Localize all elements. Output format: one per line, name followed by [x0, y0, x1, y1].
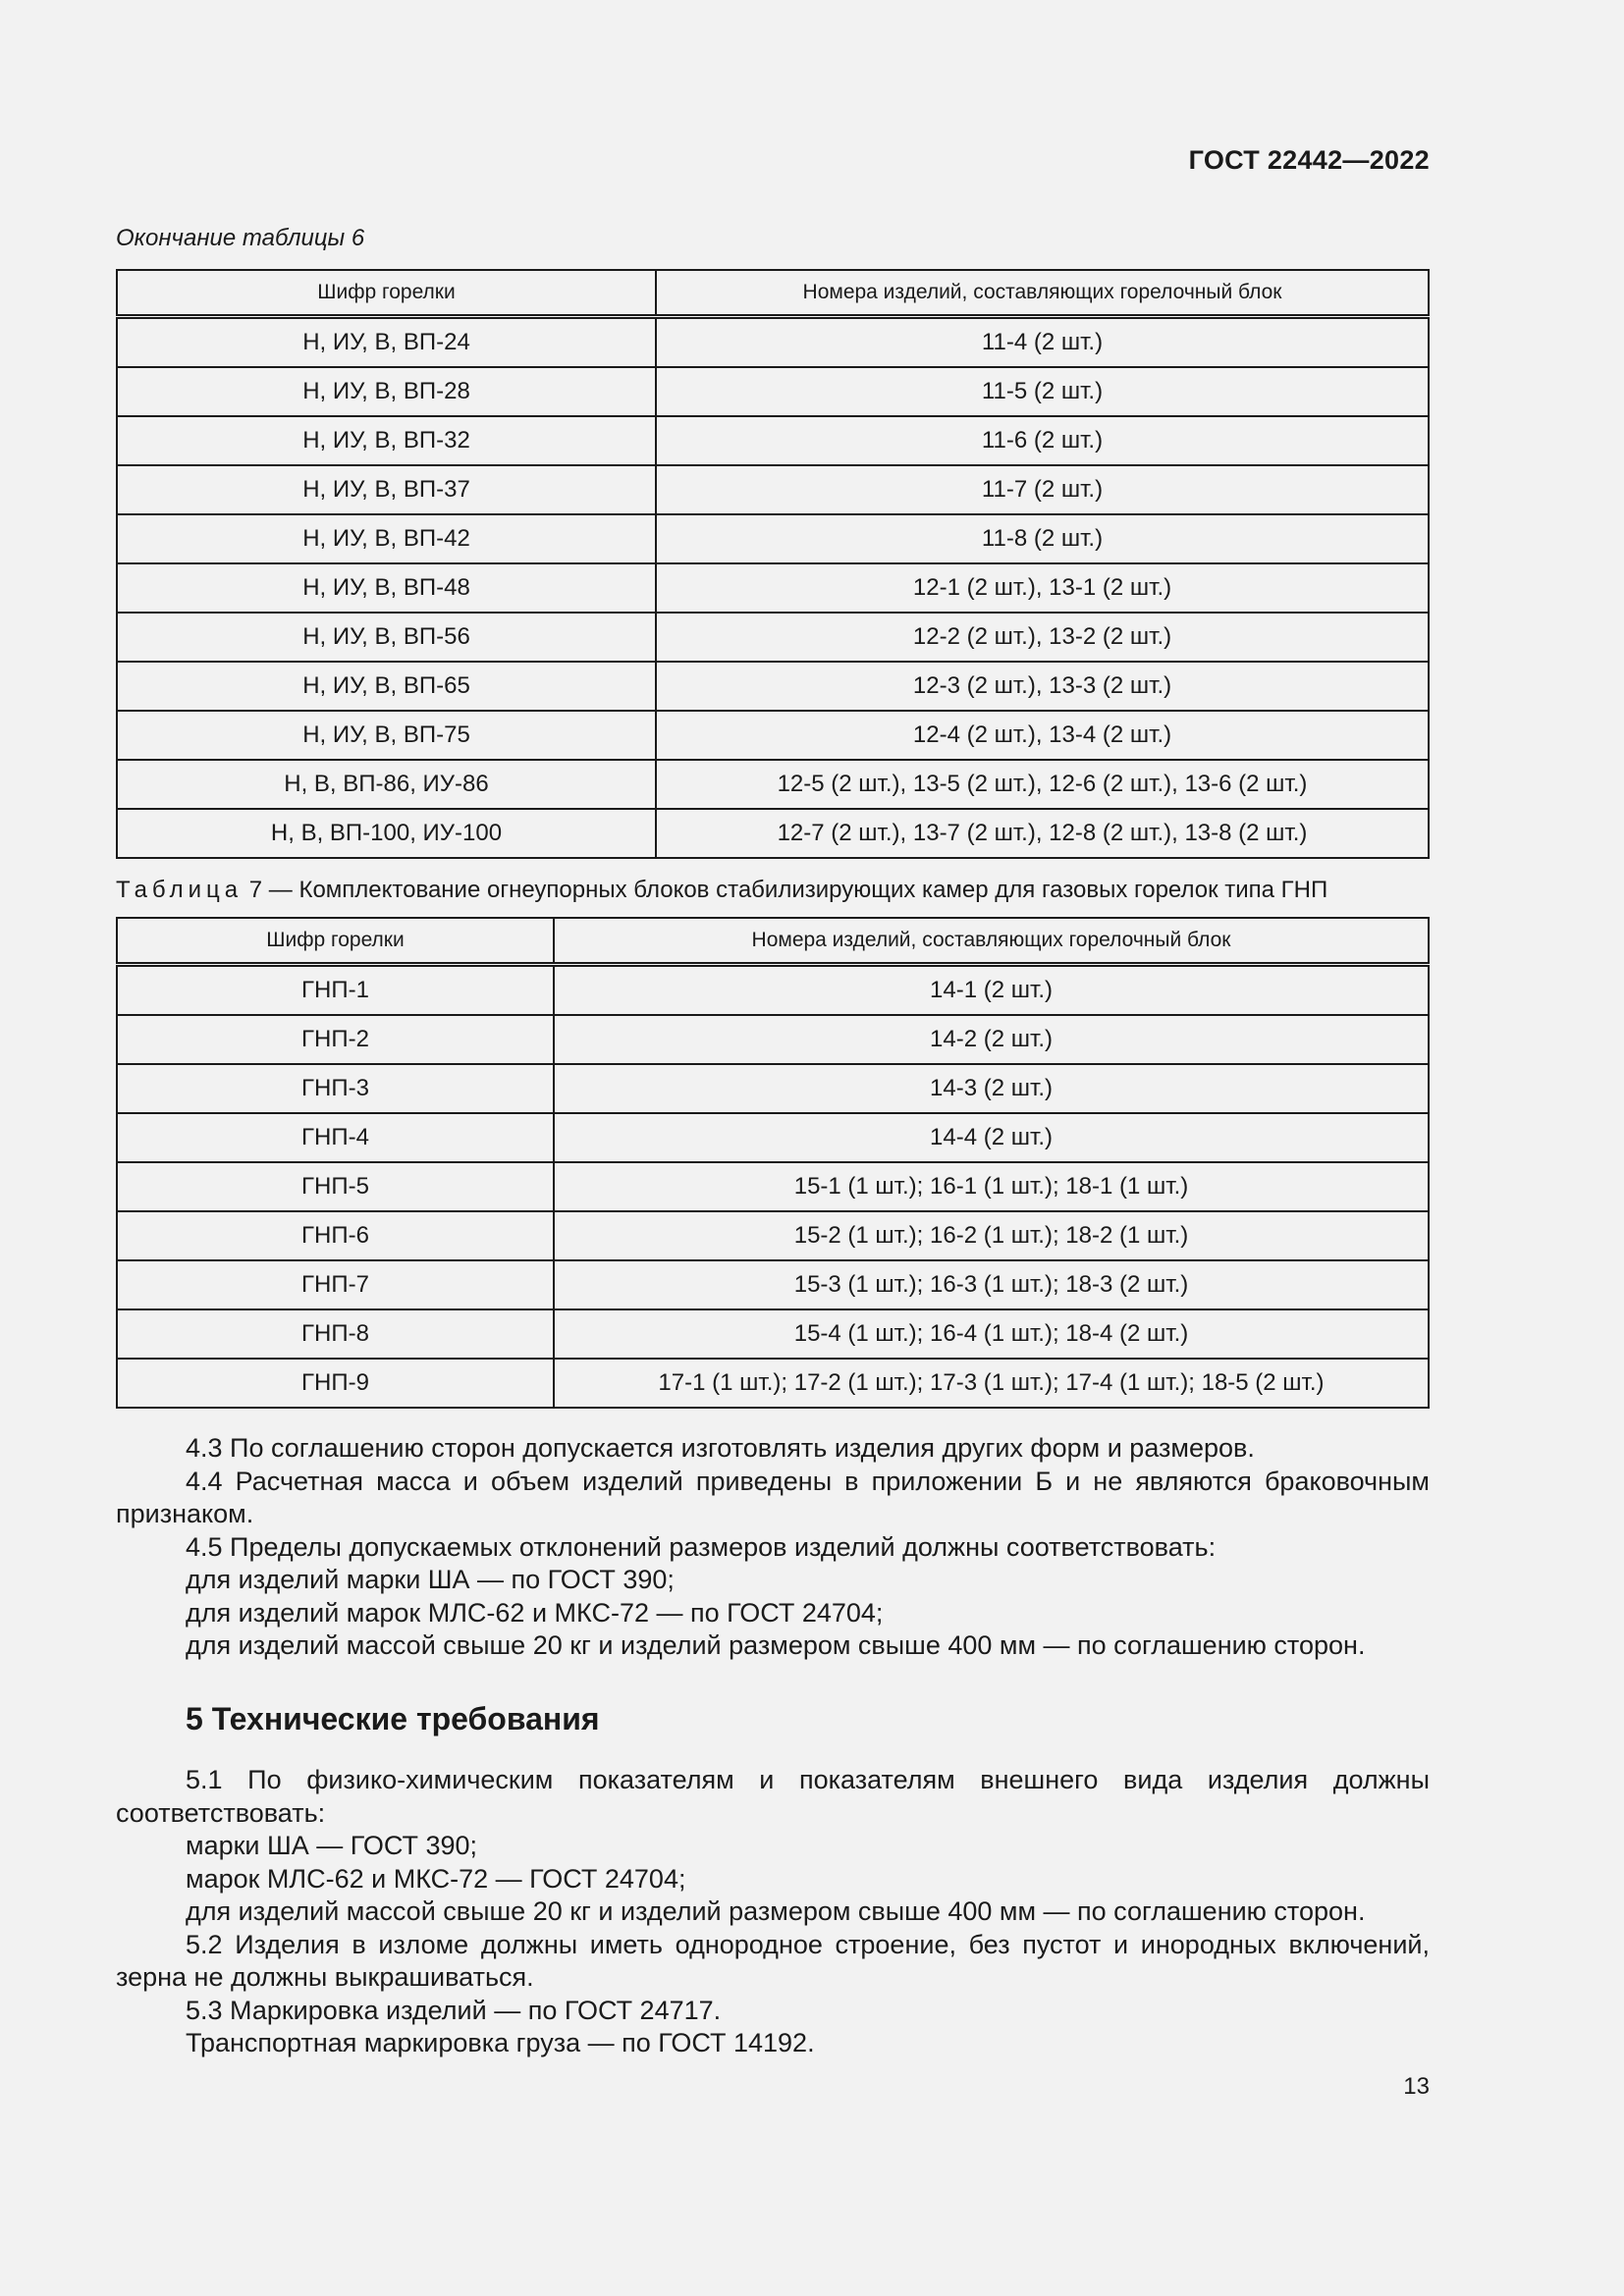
table-row: [117, 1064, 1429, 1113]
cell-item-numbers: 11-6 (2 шт.): [656, 416, 1429, 465]
column-header-item-numbers: Номера изделий, составляющих горелочный блок: [656, 270, 1429, 317]
table-header-row: [117, 270, 1429, 317]
table-row: [117, 563, 1429, 613]
table-row: [117, 1359, 1429, 1408]
cell-burner-code: ГНП-6: [117, 1211, 554, 1260]
table-row: [117, 760, 1429, 809]
cell-item-numbers: 12-5 (2 шт.), 13-5 (2 шт.), 12-6 (2 шт.), 13-6 (2 шт.): [656, 760, 1429, 809]
table-row: [117, 1260, 1429, 1309]
table6-continuation-caption: Окончание таблицы 6: [116, 225, 365, 251]
paragraph-5-1-item-a: марки ША — ГОСТ 390;: [186, 1831, 477, 1860]
table-row: [117, 465, 1429, 514]
cell-burner-code: ГНП-5: [117, 1162, 554, 1211]
cell-burner-code: ГНП-2: [117, 1015, 554, 1064]
cell-burner-code: Н, ИУ, В, ВП-75: [117, 711, 656, 760]
table-row: [117, 1113, 1429, 1162]
column-header-item-numbers: Номера изделий, составляющих горелочный блок: [554, 918, 1429, 965]
table-6: [116, 269, 1430, 859]
cell-burner-code: Н, ИУ, В, ВП-32: [117, 416, 656, 465]
cell-burner-code: Н, ИУ, В, ВП-24: [117, 317, 656, 368]
paragraph-4-5: 4.5 Пределы допускаемых отклонений размеров изделий должны соответствовать:: [186, 1531, 1217, 1562]
paragraph-5-1-item-b: марок МЛС-62 и МКС-72 — ГОСТ 24704;: [186, 1863, 686, 1894]
table-row: [117, 1015, 1429, 1064]
table-row: [117, 1162, 1429, 1211]
column-header-burner-code: Шифр горелки: [117, 270, 656, 317]
table7-title-label: Таблица: [116, 877, 244, 903]
paragraph-5-1: 5.1 По физико-химическим показателям и показателям внешнего вида изделия должны соответствовать:: [116, 1765, 1430, 1828]
cell-burner-code: Н, В, ВП-86, ИУ-86: [117, 760, 656, 809]
table7-title: [116, 877, 1327, 904]
paragraph-4-3: 4.3 По соглашению сторон допускается изготовлять изделия других форм и размеров.: [186, 1433, 1255, 1463]
cell-item-numbers: 14-2 (2 шт.): [554, 1015, 1429, 1064]
paragraph-5-2: 5.2 Изделия в изломе должны иметь однородное строение, без пустот и инородных включений, зерна не должны выкрашиваться.: [116, 1929, 1430, 1992]
paragraph-4-5-item-a: для изделий марки ША — по ГОСТ 390;: [186, 1565, 675, 1594]
cell-item-numbers: 15-1 (1 шт.); 16-1 (1 шт.); 18-1 (1 шт.): [554, 1162, 1429, 1211]
cell-item-numbers: 15-3 (1 шт.); 16-3 (1 шт.); 18-3 (2 шт.): [554, 1260, 1429, 1309]
paragraph-5-1-item-c: для изделий массой свыше 20 кг и изделий размером свыше 400 мм — по соглашению сторон.: [186, 1896, 1366, 1926]
cell-item-numbers: 12-3 (2 шт.), 13-3 (2 шт.): [656, 662, 1429, 711]
cell-item-numbers: 15-4 (1 шт.); 16-4 (1 шт.); 18-4 (2 шт.): [554, 1309, 1429, 1359]
cell-item-numbers: 17-1 (1 шт.); 17-2 (1 шт.); 17-3 (1 шт.); 17-4 (1 шт.); 18-5 (2 шт.): [554, 1359, 1429, 1408]
paragraph-4-4: 4.4 Расчетная масса и объем изделий приведены в приложении Б и не являются браковочным признаком.: [116, 1466, 1430, 1528]
cell-item-numbers: 12-2 (2 шт.), 13-2 (2 шт.): [656, 613, 1429, 662]
page-number: 13: [1403, 2073, 1430, 2100]
table-row: [117, 662, 1429, 711]
cell-item-numbers: 14-3 (2 шт.): [554, 1064, 1429, 1113]
cell-burner-code: Н, ИУ, В, ВП-37: [117, 465, 656, 514]
cell-item-numbers: 15-2 (1 шт.); 16-2 (1 шт.); 18-2 (1 шт.): [554, 1211, 1429, 1260]
table-row: [117, 1309, 1429, 1359]
cell-burner-code: ГНП-1: [117, 965, 554, 1016]
section-5-paragraphs: [116, 1764, 1430, 2060]
cell-burner-code: ГНП-4: [117, 1113, 554, 1162]
cell-item-numbers: 11-7 (2 шт.): [656, 465, 1429, 514]
table-row: [117, 711, 1429, 760]
paragraph-4-5-item-b: для изделий марок МЛС-62 и МКС-72 — по ГОСТ 24704;: [186, 1597, 884, 1628]
cell-burner-code: Н, ИУ, В, ВП-28: [117, 367, 656, 416]
table-row: [117, 613, 1429, 662]
table-row: [117, 809, 1429, 858]
table-row: [117, 1211, 1429, 1260]
table-row: [117, 317, 1429, 368]
document-code: ГОСТ 22442—2022: [1188, 145, 1430, 175]
section-4-paragraphs: [116, 1432, 1430, 1663]
table-7: [116, 917, 1430, 1409]
table-header-row: [117, 918, 1429, 965]
table7-title-text: 7 — Комплектование огнеупорных блоков стабилизирующих камер для газовых горелок типа ГНП: [243, 877, 1328, 903]
cell-burner-code: Н, ИУ, В, ВП-48: [117, 563, 656, 613]
cell-burner-code: ГНП-9: [117, 1359, 554, 1408]
cell-item-numbers: 11-8 (2 шт.): [656, 514, 1429, 563]
cell-burner-code: Н, В, ВП-100, ИУ-100: [117, 809, 656, 858]
table-row: [117, 965, 1429, 1016]
cell-burner-code: ГНП-7: [117, 1260, 554, 1309]
cell-burner-code: ГНП-8: [117, 1309, 554, 1359]
paragraph-4-5-item-c: для изделий массой свыше 20 кг и изделий размером свыше 400 мм — по соглашению сторон.: [186, 1630, 1366, 1660]
section-5-heading: 5 Технические требования: [186, 1701, 600, 1736]
paragraph-5-3-item-a: Транспортная маркировка груза — по ГОСТ 14192.: [186, 2028, 815, 2057]
table-row: [117, 367, 1429, 416]
paragraph-5-3: 5.3 Маркировка изделий — по ГОСТ 24717.: [186, 1995, 722, 2025]
cell-burner-code: Н, ИУ, В, ВП-42: [117, 514, 656, 563]
cell-burner-code: ГНП-3: [117, 1064, 554, 1113]
cell-item-numbers: 14-4 (2 шт.): [554, 1113, 1429, 1162]
column-header-burner-code: Шифр горелки: [117, 918, 554, 965]
table-row: [117, 514, 1429, 563]
cell-item-numbers: 14-1 (2 шт.): [554, 965, 1429, 1016]
cell-item-numbers: 12-7 (2 шт.), 13-7 (2 шт.), 12-8 (2 шт.), 13-8 (2 шт.): [656, 809, 1429, 858]
cell-item-numbers: 11-5 (2 шт.): [656, 367, 1429, 416]
cell-item-numbers: 12-4 (2 шт.), 13-4 (2 шт.): [656, 711, 1429, 760]
cell-burner-code: Н, ИУ, В, ВП-56: [117, 613, 656, 662]
table-row: [117, 416, 1429, 465]
cell-item-numbers: 12-1 (2 шт.), 13-1 (2 шт.): [656, 563, 1429, 613]
cell-burner-code: Н, ИУ, В, ВП-65: [117, 662, 656, 711]
cell-item-numbers: 11-4 (2 шт.): [656, 317, 1429, 368]
